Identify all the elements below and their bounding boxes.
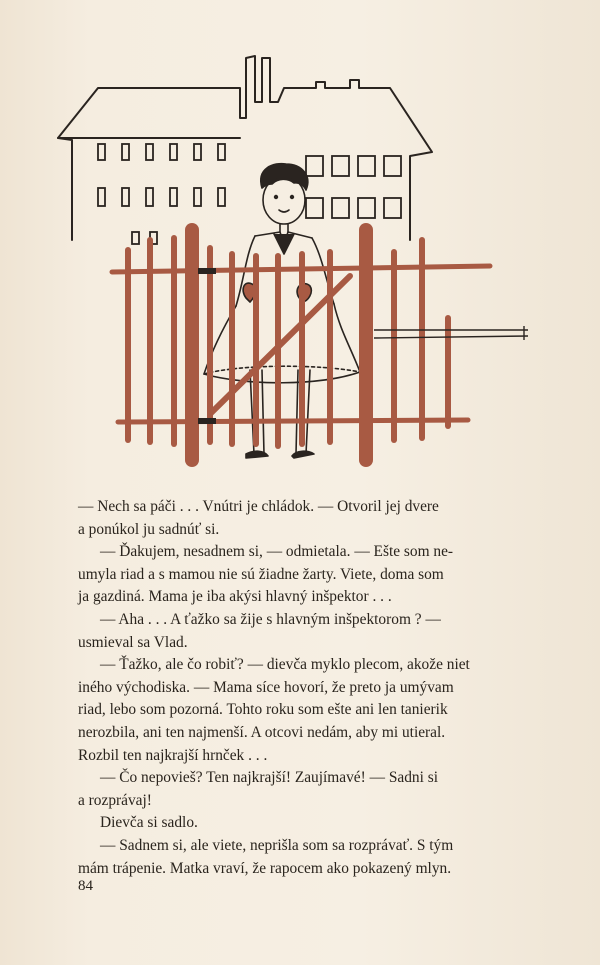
text-line: Dievča si sadlo. <box>100 814 198 832</box>
text-line: — Sadnem si, ale viete, neprišla som sa rozprávať. S tým <box>100 836 454 854</box>
paragraph <box>78 812 548 835</box>
house-windows <box>98 144 401 244</box>
paragraph <box>78 654 548 767</box>
text-line: iného východiska. — Mama síce hovorí, že preto ja umývam <box>78 678 454 696</box>
paragraph <box>78 541 548 609</box>
text-line: — Čo nepovieš? Ten najkrajší! Zaujímavé! — Sadni si <box>100 769 439 787</box>
fence <box>112 230 490 460</box>
text-line: riad, lebo som pozorná. Tohto roku som ešte ani len tanierik <box>78 701 448 719</box>
text-line: nerozbila, ani ten najmenší. A otcovi nedám, aby mi utieral. <box>78 723 446 741</box>
text-line: umyla riad a s mamou nie sú žiadne žarty. Viete, doma som <box>78 565 444 583</box>
text-line: — Ďakujem, nesadnem si, — odmietala. — Ešte som ne- <box>100 543 454 561</box>
text-line: mám trápenie. Matka vraví, že rapocem ako pokazený mlyn. <box>78 859 452 877</box>
text-line: ja gazdiná. Mama je iba akýsi hlavný inšpektor . . . <box>78 588 392 606</box>
paragraph <box>78 496 548 541</box>
paragraph <box>78 767 548 812</box>
page-number: 84 <box>78 878 93 894</box>
text-line: — Ťažko, ale čo robiť? — dievča myklo plecom, akože niet <box>100 656 470 674</box>
text-line: — Aha . . . A ťažko sa žije s hlavným inšpektorom ? — <box>100 610 441 628</box>
girl-at-gate-illustration <box>50 40 540 470</box>
text-line: usmieval sa Vlad. <box>78 633 188 651</box>
girl-figure <box>204 164 360 458</box>
text-line: — Nech sa páči . . . Vnútri je chládok. — Otvoril jej dvere <box>78 498 439 515</box>
paragraph <box>78 609 548 654</box>
paragraph <box>78 835 548 880</box>
text-line: Rozbil ten najkrajší hrnček . . . <box>78 746 268 764</box>
story-text <box>78 496 548 880</box>
text-line: a rozprávaj! <box>78 791 152 809</box>
text-line: a ponúkol ju sadnúť si. <box>78 520 220 538</box>
